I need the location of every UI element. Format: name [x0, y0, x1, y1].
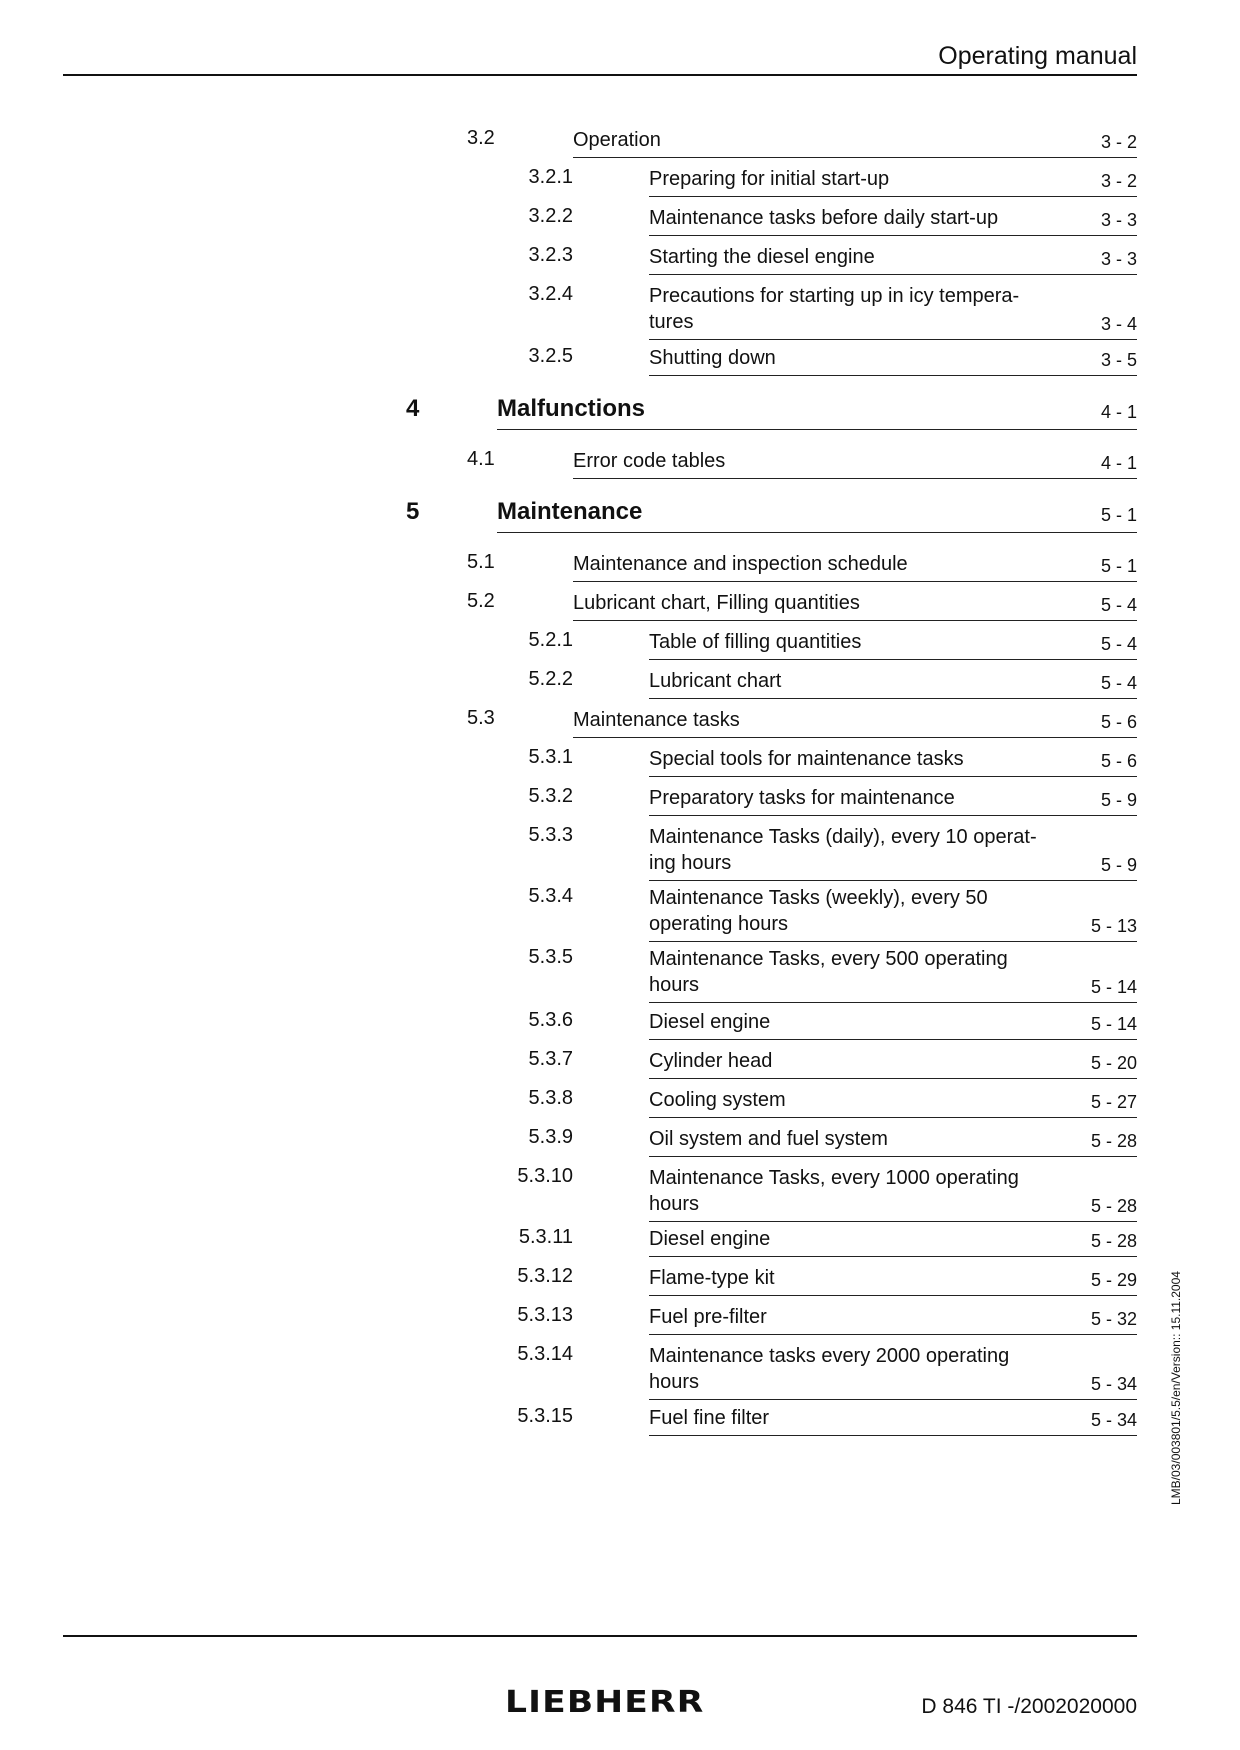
toc-entry-number: 5.3.3: [528, 824, 573, 846]
toc-entry-title: Maintenance: [497, 498, 643, 525]
toc-entry-page: 5 - 14: [1090, 1014, 1137, 1034]
toc-entry-title: Fuel fine filter: [649, 1407, 770, 1429]
toc-entry-title: Cylinder head: [649, 1050, 773, 1072]
toc-entry-title: Maintenance and inspection schedule: [573, 553, 908, 575]
toc-entry-title: Maintenance tasks: [573, 709, 740, 731]
toc-entry-title-block: [649, 345, 1137, 376]
header-title: Operating manual: [938, 42, 1137, 70]
toc-entry-title-block: [649, 166, 1137, 197]
toc-entry-number: 5.3.6: [528, 1009, 573, 1031]
toc-entry-number: 5.3.7: [528, 1048, 573, 1070]
toc-entry-number: 5.3.1: [528, 746, 573, 768]
toc-entry-title-block: [649, 283, 1137, 340]
toc-entry-page: 3 - 4: [1100, 314, 1137, 334]
toc-entry-title: Precautions for starting up in icy tempera- tures: [649, 285, 1020, 333]
toc-entry-number: 3.2: [467, 127, 495, 149]
toc-entry-number: 5.3.14: [517, 1343, 573, 1365]
toc-entry-page: 3 - 3: [1100, 210, 1137, 230]
toc-entry-title: Maintenance tasks before daily start-up: [649, 207, 999, 229]
toc-entry-page: 3 - 2: [1100, 171, 1137, 191]
toc-entry-number: 5.3.5: [528, 946, 573, 968]
toc-entry-page: 5 - 1: [1100, 505, 1137, 525]
toc-entry-title-block: [573, 127, 1137, 158]
toc-entry-number: 5.2.2: [528, 668, 573, 690]
toc-entry-page: 5 - 28: [1090, 1231, 1137, 1251]
toc-entry-page: 5 - 32: [1090, 1309, 1137, 1329]
toc-entry-title-block: [649, 1304, 1137, 1335]
toc-entry-page: 5 - 27: [1090, 1092, 1137, 1112]
toc-entry-number: 3.2.1: [528, 166, 573, 188]
toc-entry-page: 5 - 34: [1090, 1374, 1137, 1394]
toc-entry-title: Starting the diesel engine: [649, 246, 875, 268]
toc-entry-page: 3 - 3: [1100, 249, 1137, 269]
toc-entry-title-block: [649, 244, 1137, 275]
toc-entry-page: 5 - 28: [1090, 1131, 1137, 1151]
toc-entry-title: Special tools for maintenance tasks: [649, 748, 964, 770]
toc-entry-title: Fuel pre-filter: [649, 1306, 767, 1328]
toc-entry-title: Diesel engine: [649, 1011, 771, 1033]
liebherr-logo: LIEBHERR: [505, 1685, 705, 1720]
toc-entry-title-block: [573, 448, 1137, 479]
toc-entry-title-block: [649, 1265, 1137, 1296]
toc-entry-title: Flame-type kit: [649, 1267, 775, 1289]
toc-entry-title-block: [649, 1165, 1137, 1222]
toc-entry-title-block: [649, 885, 1137, 942]
toc-entry-title: Cooling system: [649, 1089, 786, 1111]
toc-entry-title-block: [649, 1343, 1137, 1400]
toc-entry-title-block: [573, 551, 1137, 582]
toc-entry-title-block: [649, 824, 1137, 881]
toc-entry-number: 5.3.10: [517, 1165, 573, 1187]
toc-entry-page: 5 - 4: [1100, 595, 1137, 615]
toc-entry-number: 5.3.12: [517, 1265, 573, 1287]
toc-entry-title-block: [573, 590, 1137, 621]
toc-entry-title: Table of filling quantities: [649, 631, 862, 653]
toc-entry-title-block: [649, 1226, 1137, 1257]
toc-entry-title-block: [649, 629, 1137, 660]
toc-entry-page: 5 - 20: [1090, 1053, 1137, 1073]
toc-entry-page: 5 - 14: [1090, 977, 1137, 997]
toc-entry-number: 5.2: [467, 590, 495, 612]
toc-entry-page: 5 - 4: [1100, 673, 1137, 693]
toc-entry-title-block: [649, 205, 1137, 236]
toc-entry-title: Oil system and fuel system: [649, 1128, 888, 1150]
toc-entry-title: Maintenance Tasks (weekly), every 50 operating hours: [649, 887, 988, 935]
toc-entry-number: 5.3.2: [528, 785, 573, 807]
toc-entry-page: 3 - 5: [1100, 350, 1137, 370]
document-id: D 846 TI -/2002020000: [921, 1695, 1137, 1718]
toc-entry-number: 3.2.3: [528, 244, 573, 266]
toc-entry-title: Maintenance Tasks (daily), every 10 operat- ing hours: [649, 826, 1037, 874]
toc-entry-title-block: [649, 1405, 1137, 1436]
toc-entry-title: Operation: [573, 129, 661, 151]
toc-entry-title-block: [649, 785, 1137, 816]
toc-entry-title: Preparatory tasks for maintenance: [649, 787, 955, 809]
toc-entry-number: 5.3.15: [517, 1405, 573, 1427]
toc-entry-title-block: [497, 498, 1137, 533]
toc-entry-title: Error code tables: [573, 450, 726, 472]
toc-entry-page: 5 - 9: [1100, 790, 1137, 810]
toc-entry-title: Maintenance tasks every 2000 operating hours: [649, 1345, 1010, 1393]
toc-entry-title-block: [573, 707, 1137, 738]
side-version-note: LMB/03/003801/5.5/en/Version:: 15.11.2004: [1169, 1271, 1183, 1505]
toc-entry-title: Diesel engine: [649, 1228, 771, 1250]
toc-entry-title-block: [497, 395, 1137, 430]
toc-entry-title: Shutting down: [649, 347, 776, 369]
toc-entry-page: 5 - 9: [1100, 855, 1137, 875]
toc-entry-title: Maintenance Tasks, every 500 operating hours: [649, 948, 1008, 996]
toc-entry-number: 4: [406, 395, 420, 422]
toc-entry-number: 3.2.5: [528, 345, 573, 367]
toc-entry-number: 5.2.1: [528, 629, 573, 651]
toc-entry-title: Maintenance Tasks, every 1000 operating hours: [649, 1167, 1019, 1215]
toc-entry-title-block: [649, 1009, 1137, 1040]
toc-entry-title-block: [649, 668, 1137, 699]
toc-entry-page: 5 - 28: [1090, 1196, 1137, 1216]
toc-entry-page: 5 - 34: [1090, 1410, 1137, 1430]
toc-entry-title: Lubricant chart, Filling quantities: [573, 592, 860, 614]
toc-entry-number: 3.2.2: [528, 205, 573, 227]
toc-entry-title: Lubricant chart: [649, 670, 782, 692]
toc-entry-page: 4 - 1: [1100, 402, 1137, 422]
toc-entry-page: 5 - 6: [1100, 751, 1137, 771]
toc-entry-number: 5.3.9: [528, 1126, 573, 1148]
toc-entry-page: 5 - 6: [1100, 712, 1137, 732]
toc-entry-title: Malfunctions: [497, 395, 645, 422]
toc-entry-number: 4.1: [467, 448, 495, 470]
toc-entry-number: 3.2.4: [528, 283, 573, 305]
toc-entry-title-block: [649, 1087, 1137, 1118]
toc-entry-title-block: [649, 1126, 1137, 1157]
toc-entry-title-block: [649, 746, 1137, 777]
toc-entry-page: 3 - 2: [1100, 132, 1137, 152]
toc-entry-number: 5.3.13: [517, 1304, 573, 1326]
toc-entry-page: 5 - 13: [1090, 916, 1137, 936]
toc-entry-title: Preparing for initial start-up: [649, 168, 890, 190]
toc-entry-page: 4 - 1: [1100, 453, 1137, 473]
toc-entry-page: 5 - 1: [1100, 556, 1137, 576]
toc-entry-title-block: [649, 946, 1137, 1003]
footer-rule: [63, 1635, 1137, 1637]
toc-entry-page: 5 - 4: [1100, 634, 1137, 654]
toc-entry-number: 5.3.8: [528, 1087, 573, 1109]
toc-entry-number: 5.3: [467, 707, 495, 729]
toc-entry-number: 5.1: [467, 551, 495, 573]
toc-entry-number: 5.3.11: [518, 1226, 573, 1248]
toc-entry-page: 5 - 29: [1090, 1270, 1137, 1290]
toc-entry-title-block: [649, 1048, 1137, 1079]
toc-entry-number: 5.3.4: [528, 885, 573, 907]
toc-entry-number: 5: [406, 498, 420, 525]
